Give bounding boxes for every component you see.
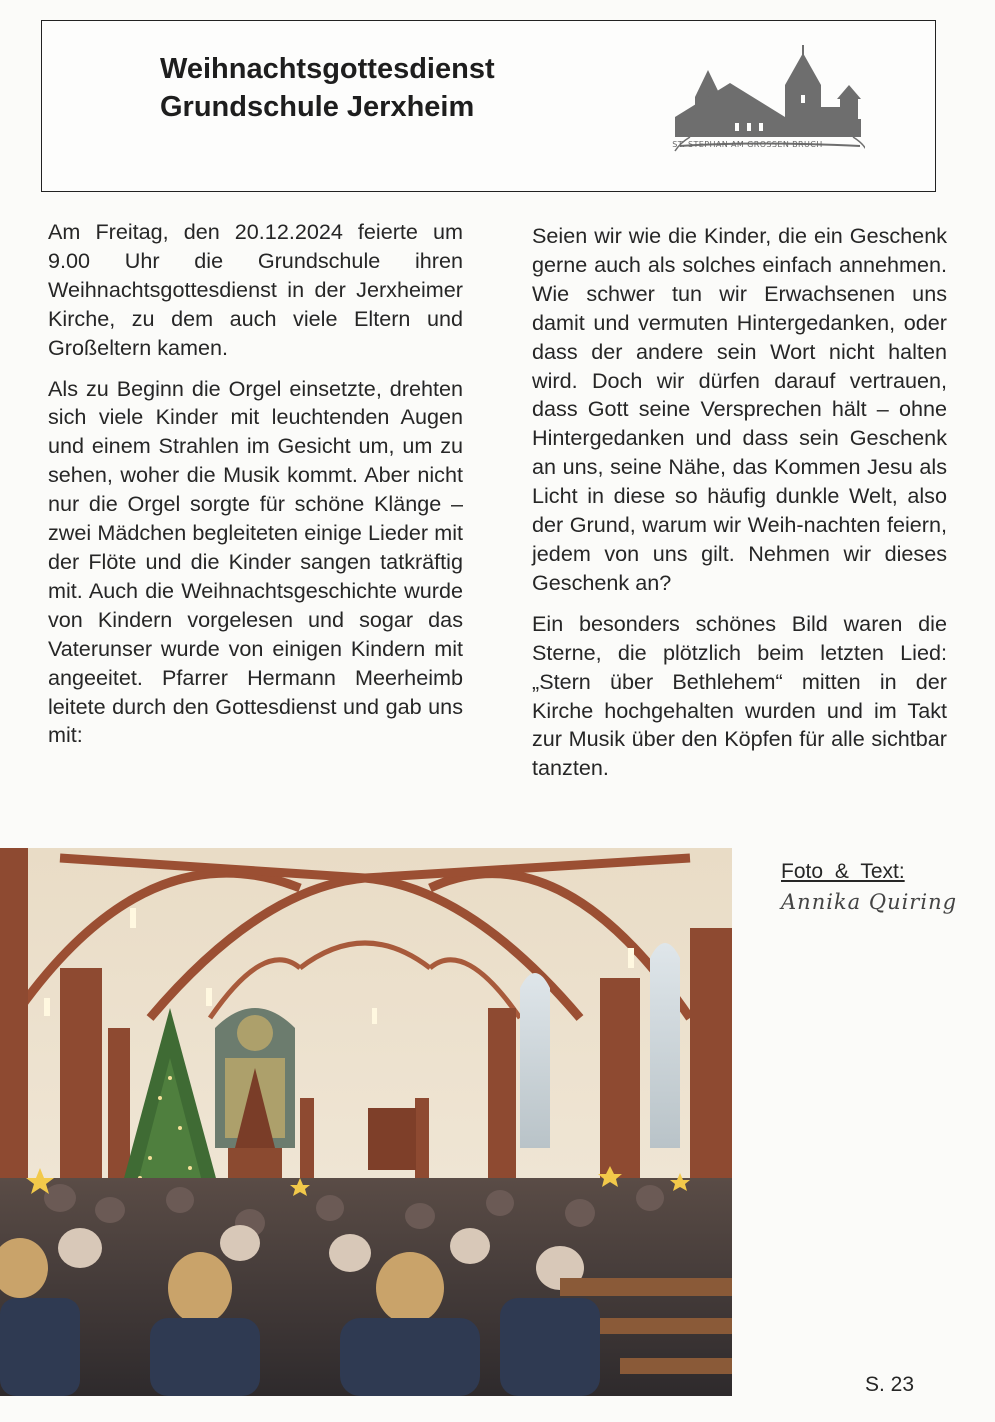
- paragraph: Am Freitag, den 20.12.2024 feierte um 9.00 Uhr die Grundschule ihren Weihnachtsgottesdienst in der Jerxheimer Kirche, zu dem auch viele Eltern und Großeltern kamen.: [48, 219, 463, 360]
- page-title: [160, 50, 495, 126]
- credit-signature: Annika Quiring: [781, 890, 958, 914]
- credit-label: Foto & Text:: [781, 860, 905, 883]
- paragraph: Als zu Beginn die Orgel einsetzte, drehten sich viele Kinder mit leuchtenden Augen und einem Strahlen im Gesicht um, um zu sehen, woher die Musik kommt. Aber nicht nur die Orgel sorgte für schöne Klänge – zwei Mädchen begleiteten einige Lieder mit der Flöte und die Kinder sangen tatkräftig mit. Auch die Weihnachtsgeschichte wurde von Kindern vorgelesen und sogar das Vaterunser wurde von einigen Kindern mit angeeitet. Pfarrer Hermann Meerheimb leitete durch den Gottesdienst und gab uns mit:: [48, 375, 463, 748]
- church-logo-icon: [635, 25, 865, 155]
- article-column-left: [48, 218, 463, 762]
- title-line-1: Weihnachtsgottesdienst: [160, 53, 495, 85]
- paragraph: Ein besonders schönes Bild waren die Sterne, die plötzlich beim letzten Lied: „Stern über Bethlehem“ mitten in der Kirche hochgehalten wurden und im Takt zur Musik über den Köpfen für alle sichtbar tanzten.: [532, 610, 947, 781]
- church-interior-photo: [0, 848, 732, 1396]
- article-column-right: [532, 222, 947, 795]
- title-line-2: Grundschule Jerxheim: [160, 91, 475, 123]
- logo-caption: ST. STEPHAN AM GROSSEN BRUCH: [672, 140, 823, 149]
- page-number: S. 23: [865, 1373, 915, 1396]
- paragraph: Seien wir wie die Kinder, die ein Geschenk gerne auch als solches einfach annehmen. Wie schwer tun wir Erwachsenen uns damit und vermuten Hintergedanken, oder dass der andere sein Wort nicht halten wird. Doch wir dürfen darauf vertrauen, dass Gott seine Versprechen hält – ohne Hintergedanken und dass sein Geschenk an uns, seine Nähe, das Kommen Jesu als Licht in diese so häufig dunkle Welt, also der Grund, warum wir Weih-nachten feiern, jedem von uns gilt. Nehmen wir dieses Geschenk an?: [532, 223, 947, 595]
